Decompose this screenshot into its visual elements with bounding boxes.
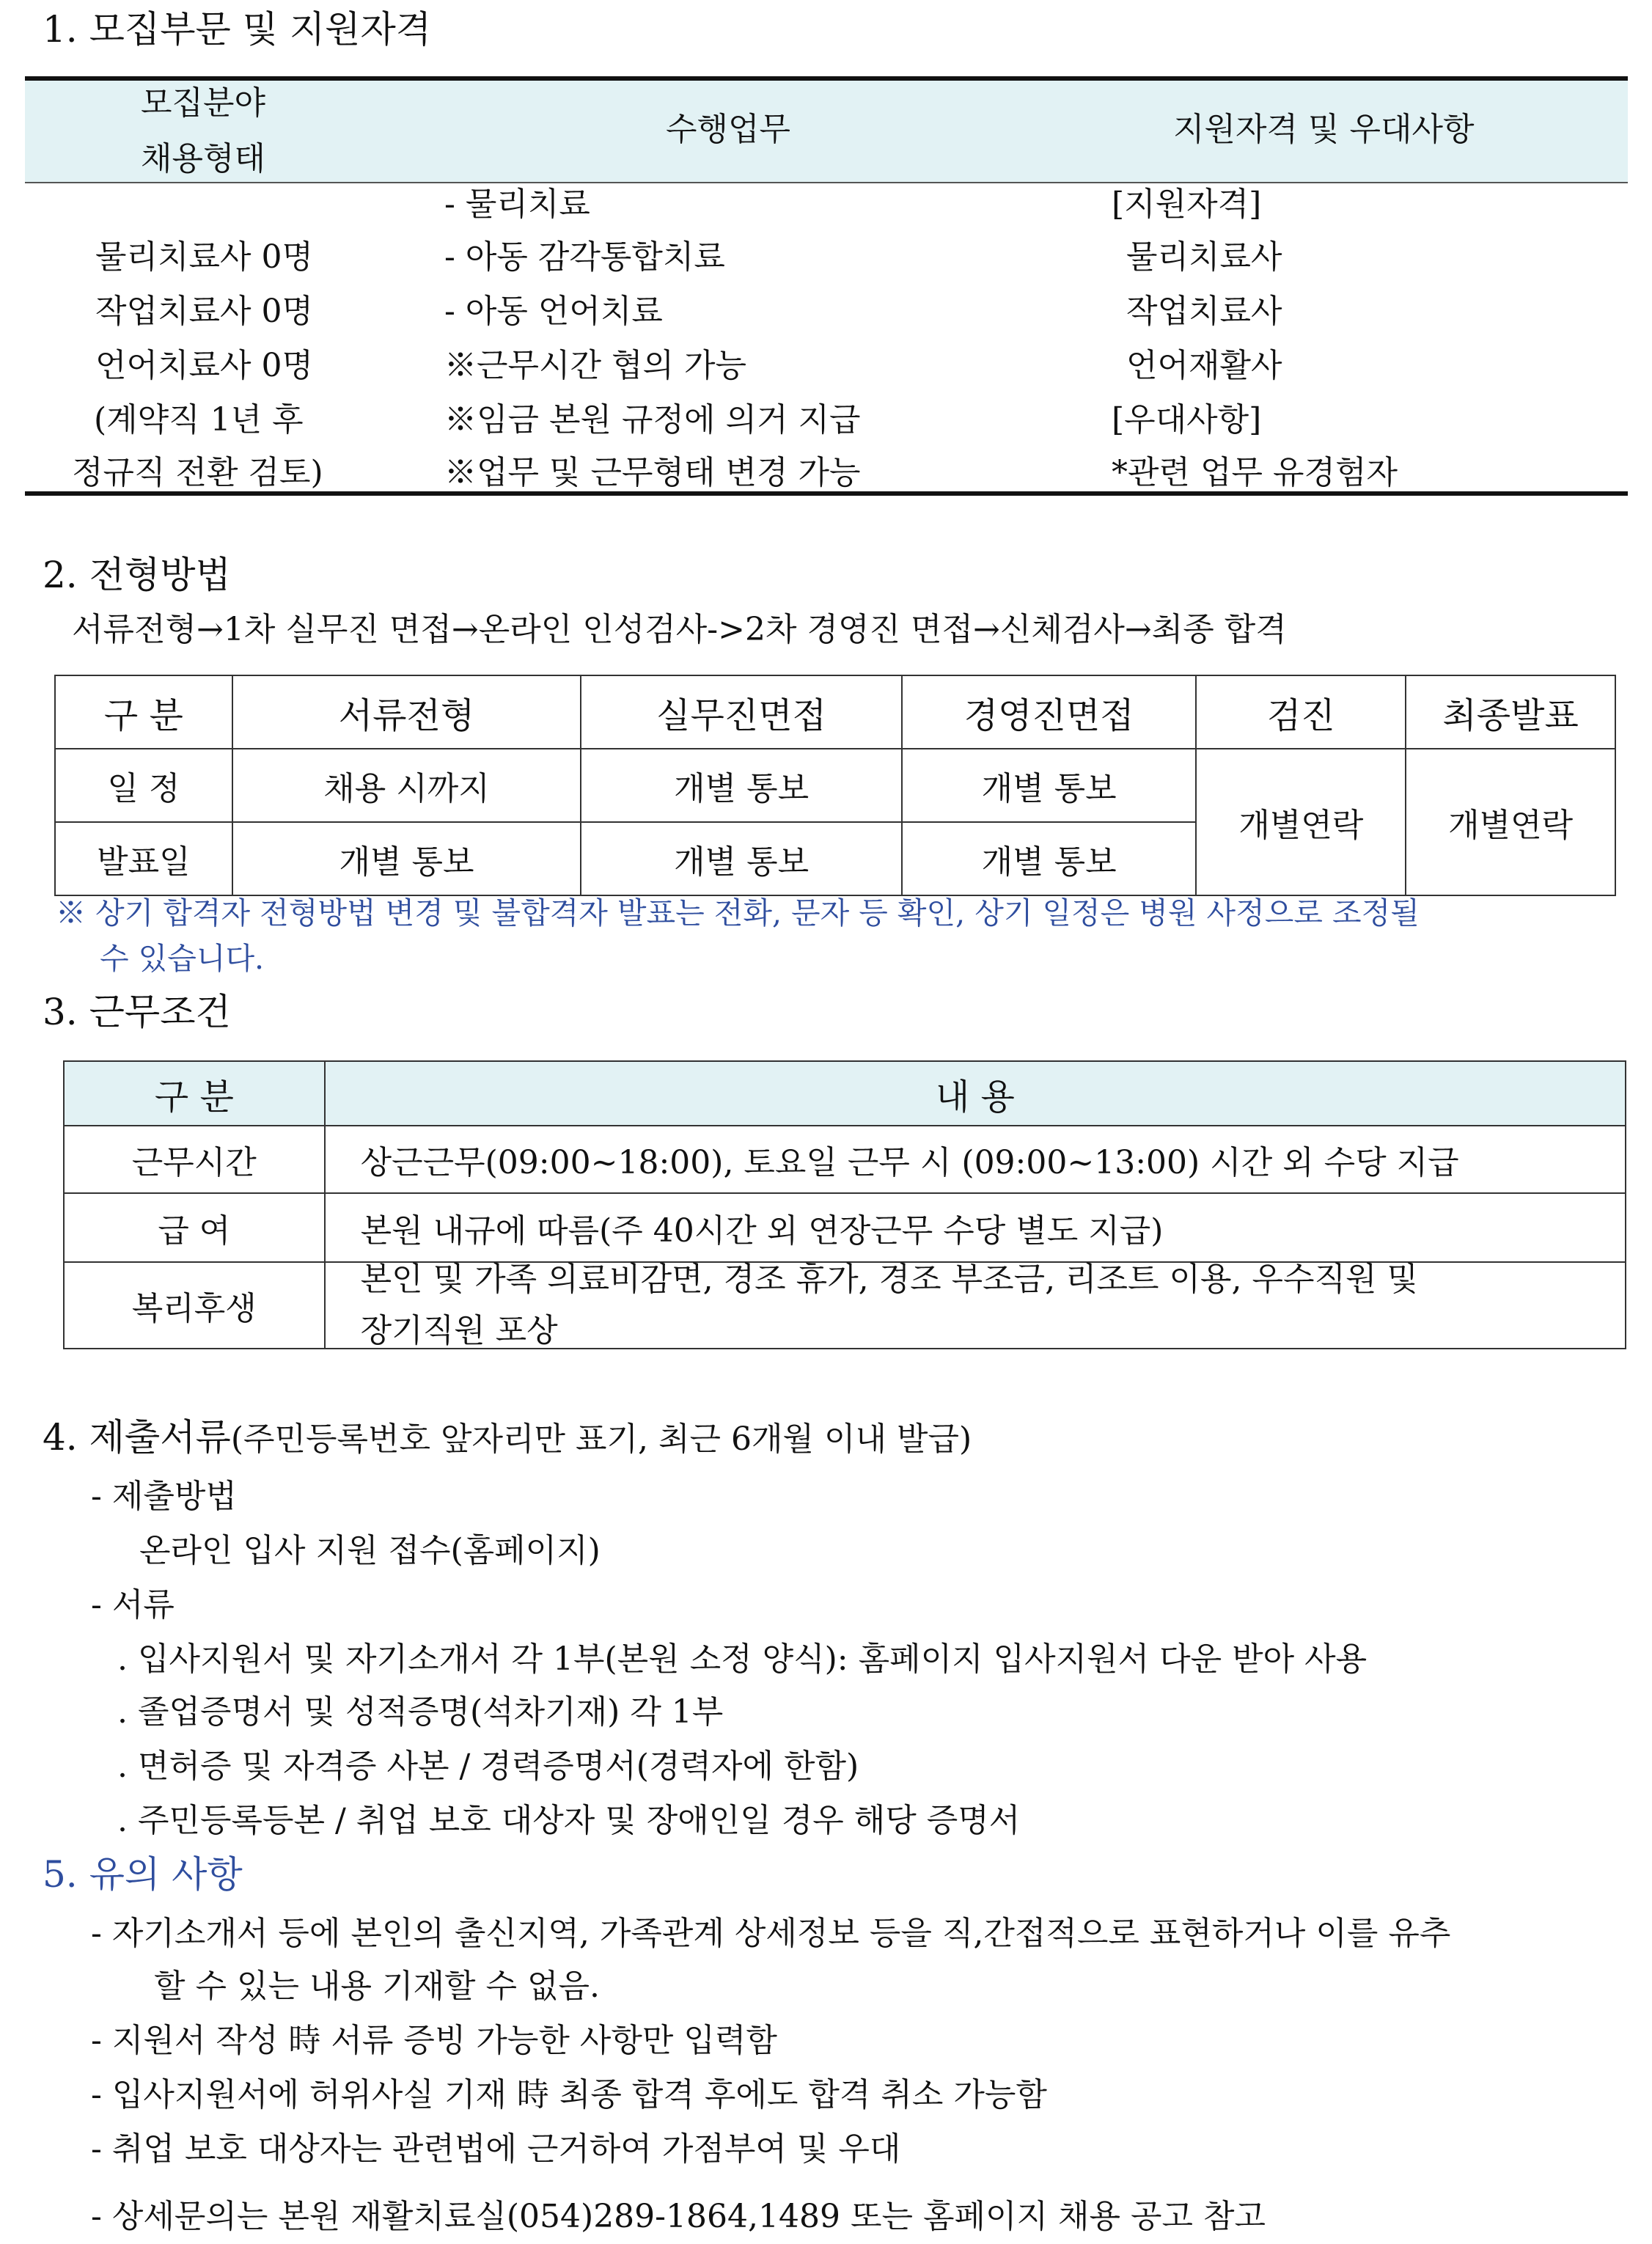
conditions-label: 급 여 bbox=[64, 1193, 325, 1262]
conditions-label: 근무시간 bbox=[64, 1126, 325, 1193]
notice-item-cont: 할 수 있는 내용 기재할 수 없음. bbox=[154, 1968, 600, 2005]
selection-schedule-table bbox=[54, 675, 1616, 896]
duty-line: ※임금 본원 규정에 의거 지급 bbox=[444, 401, 861, 439]
schedule-cell: 개별 통보 bbox=[581, 749, 902, 822]
selection-flow: 서류전형→1차 실무진 면접→온라인 인성검사->2차 경영진 면접→신체검사→최종 합격 bbox=[72, 611, 1287, 648]
position-line: (계약직 1년 후 bbox=[94, 401, 304, 439]
schedule-header: 경영진면접 bbox=[902, 675, 1197, 749]
section-4-title bbox=[43, 1414, 972, 1461]
header-employment-type: 채용형태 bbox=[141, 140, 266, 177]
conditions-content: 본원 내규에 따름(주 40시간 외 연장근무 수당 별도 지급) bbox=[325, 1193, 1626, 1262]
notice-item: - 지원서 작성 時 서류 증빙 가능한 사항만 입력함 bbox=[91, 2022, 777, 2059]
notice-item-contact: - 상세문의는 본원 재활치료실(054)289-1864,1489 또는 홈페이지 채용 공고 참고 bbox=[91, 2198, 1266, 2235]
schedule-header: 서류전형 bbox=[232, 675, 581, 749]
conditions-content-line: 본인 및 가족 의료비감면, 경조 휴가, 경조 부조금, 리조트 이용, 우수직원 및 bbox=[360, 1261, 1419, 1298]
document-item: . 졸업증명서 및 성적증명(석차기재) 각 1부 bbox=[117, 1693, 724, 1731]
conditions-header: 구 분 bbox=[64, 1061, 325, 1126]
qualification-line: 물리치료사 bbox=[1126, 238, 1282, 276]
schedule-cell: 일 정 bbox=[55, 749, 232, 822]
section-4-title-sub: (주민등록번호 앞자리만 표기, 최근 6개월 이내 발급) bbox=[230, 1420, 972, 1458]
conditions-content-line: 장기직원 포상 bbox=[360, 1312, 558, 1349]
duty-line: ※업무 및 근무형태 변경 가능 bbox=[444, 454, 861, 491]
document-item: . 입사지원서 및 자기소개서 각 1부(본원 소정 양식): 홈페이지 입사지원서 다운 받아 사용 bbox=[117, 1640, 1368, 1678]
work-conditions-table bbox=[63, 1060, 1626, 1349]
schedule-cell: 개별 통보 bbox=[581, 822, 902, 895]
header-field: 모집분야 bbox=[141, 84, 266, 122]
position-line: 정규직 전환 검토) bbox=[72, 454, 323, 491]
qualification-line: 언어재활사 bbox=[1126, 347, 1282, 384]
conditions-content bbox=[325, 1262, 1626, 1349]
document-item: . 주민등록등본 / 취업 보호 대상자 및 장애인일 경우 해당 증명서 bbox=[117, 1802, 1021, 1839]
schedule-header: 검진 bbox=[1196, 675, 1406, 749]
section-5-title: 5. 유의 사항 bbox=[43, 1853, 243, 1896]
documents-label: - 서류 bbox=[91, 1586, 175, 1624]
section-1-title: 1. 모집부문 및 지원자격 bbox=[43, 8, 432, 51]
section-2-title: 2. 전형방법 bbox=[43, 554, 231, 596]
conditions-content: 상근근무(09:00~18:00), 토요일 근무 시 (09:00~13:00) 시간 외 수당 지급 bbox=[325, 1126, 1626, 1193]
notice-item: - 취업 보호 대상자는 관련법에 근거하여 가점부여 및 우대 bbox=[91, 2130, 901, 2168]
header-duties: 수행업무 bbox=[666, 111, 791, 148]
header-qualifications: 지원자격 및 우대사항 bbox=[1173, 111, 1475, 148]
position-line: 언어치료사 0명 bbox=[95, 347, 314, 384]
schedule-cell-merged: 개별연락 bbox=[1406, 749, 1615, 895]
schedule-cell: 개별 통보 bbox=[232, 822, 581, 895]
section-3-title: 3. 근무조건 bbox=[43, 991, 231, 1033]
schedule-cell: 개별 통보 bbox=[902, 822, 1197, 895]
qualification-line: *관련 업무 유경험자 bbox=[1112, 454, 1398, 491]
duty-line: - 아동 언어치료 bbox=[444, 293, 663, 330]
schedule-cell-merged: 개별연락 bbox=[1196, 749, 1406, 895]
conditions-header: 내 용 bbox=[325, 1061, 1626, 1126]
submission-method-label: - 제출방법 bbox=[91, 1478, 237, 1515]
document-item: . 면허증 및 자격증 사본 / 경력증명서(경력자에 한함) bbox=[117, 1748, 859, 1785]
schedule-cell: 개별 통보 bbox=[902, 749, 1197, 822]
section-4-title-main: 4. 제출서류 bbox=[43, 1416, 231, 1459]
submission-method-value: 온라인 입사 지원 접수(홈페이지) bbox=[139, 1532, 601, 1569]
notice-item: - 자기소개서 등에 본인의 출신지역, 가족관계 상세정보 등을 직,간접적으로 표현하거나 이를 유추 bbox=[91, 1915, 1451, 1952]
schedule-note-cont: 수 있습니다. bbox=[100, 941, 265, 976]
position-line: 물리치료사 0명 bbox=[95, 238, 314, 276]
duty-line: - 물리치료 bbox=[444, 186, 590, 223]
schedule-cell: 발표일 bbox=[55, 822, 232, 895]
schedule-header: 구 분 bbox=[55, 675, 232, 749]
conditions-label: 복리후생 bbox=[64, 1262, 325, 1349]
schedule-note: ※ 상기 합격자 전형방법 변경 및 불합격자 발표는 전화, 문자 등 확인, 상기 일정은 병원 사정으로 조정될 bbox=[56, 895, 1420, 931]
schedule-header: 실무진면접 bbox=[581, 675, 902, 749]
qualification-line: [지원자격] bbox=[1112, 186, 1262, 223]
schedule-header: 최종발표 bbox=[1406, 675, 1615, 749]
schedule-cell: 채용 시까지 bbox=[232, 749, 581, 822]
qualification-line: 작업치료사 bbox=[1126, 293, 1282, 330]
duty-line: - 아동 감각통합치료 bbox=[444, 238, 725, 276]
duty-line: ※근무시간 협의 가능 bbox=[444, 347, 747, 384]
qualification-line: [우대사항] bbox=[1112, 401, 1262, 439]
notice-item: - 입사지원서에 허위사실 기재 時 최종 합격 후에도 합격 취소 가능함 bbox=[91, 2076, 1047, 2113]
position-line: 작업치료사 0명 bbox=[95, 293, 314, 330]
